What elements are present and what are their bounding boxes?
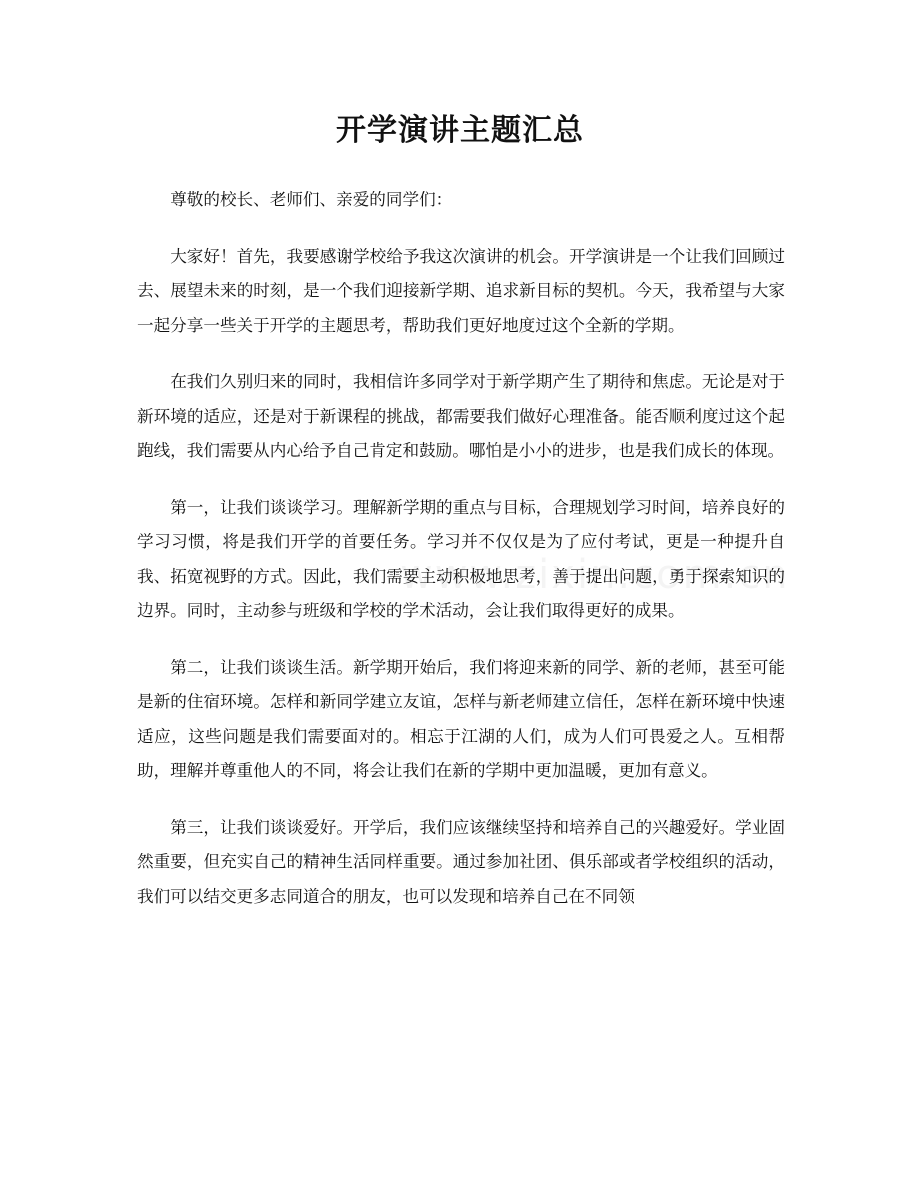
salutation-paragraph: 尊敬的校长、老师们、亲爱的同学们： — [170, 190, 453, 209]
body-paragraph: 在我们久别归来的同时，我相信许多同学对于新学期产生了期待和焦虑。无论是对于新环境的适应，还是对于新课程的挑战，都需要我们做好心理准备。能否顺利度过这个起跑线，我们需要从内心给予自己肯定和鼓励。哪怕是小小的进步，也是我们成长的体现。 — [137, 372, 785, 460]
body-paragraph: 大家好！首先，我要感谢学校给予我这次演讲的机会。开学演讲是一个让我们回顾过去、展望未来的时刻，是一个我们迎接新学期、追求新目标的契机。今天，我希望与大家一起分享一些关于开学的主题思考，帮助我们更好地度过这个全新的学期。 — [137, 246, 785, 335]
body-paragraph: 第一，让我们谈谈学习。理解新学期的重点与目标，合理规划学习时间，培养良好的学习习惯，将是我们开学的首要任务。学习并不仅仅是为了应付考试，更是一种提升自我、拓宽视野的方式。因此，我们需要主动积极地思考，善于提出问题，勇于探索知识的边界。同时，主动参与班级和学校的学术活动，会让我们取得更好的成果。 — [137, 497, 785, 620]
document-body — [137, 183, 785, 936]
document-title: 开学演讲主题汇总 — [336, 113, 584, 148]
body-paragraph: 第三，让我们谈谈爱好。开学后，我们应该继续坚持和培养自己的兴趣爱好。学业固然重要，但充实自己的精神生活同样重要。通过参加社团、俱乐部或者学校组织的活动，我们可以结交更多志同道合的朋友，也可以发现和培养自己在不同领 — [137, 817, 785, 906]
body-paragraph: 第二，让我们谈谈生活。新学期开始后，我们将迎来新的同学、新的老师，甚至可能是新的住宿环境。怎样和新同学建立友谊，怎样与新老师建立信任，怎样在新环境中快速适应，这些问题是我们需要面对的。相忘于江湖的人们，成为人们可畏爱之人。互相帮助，理解并尊重他人的不同，将会让我们在新的学期中更加温暖，更加有意义。 — [137, 657, 785, 780]
